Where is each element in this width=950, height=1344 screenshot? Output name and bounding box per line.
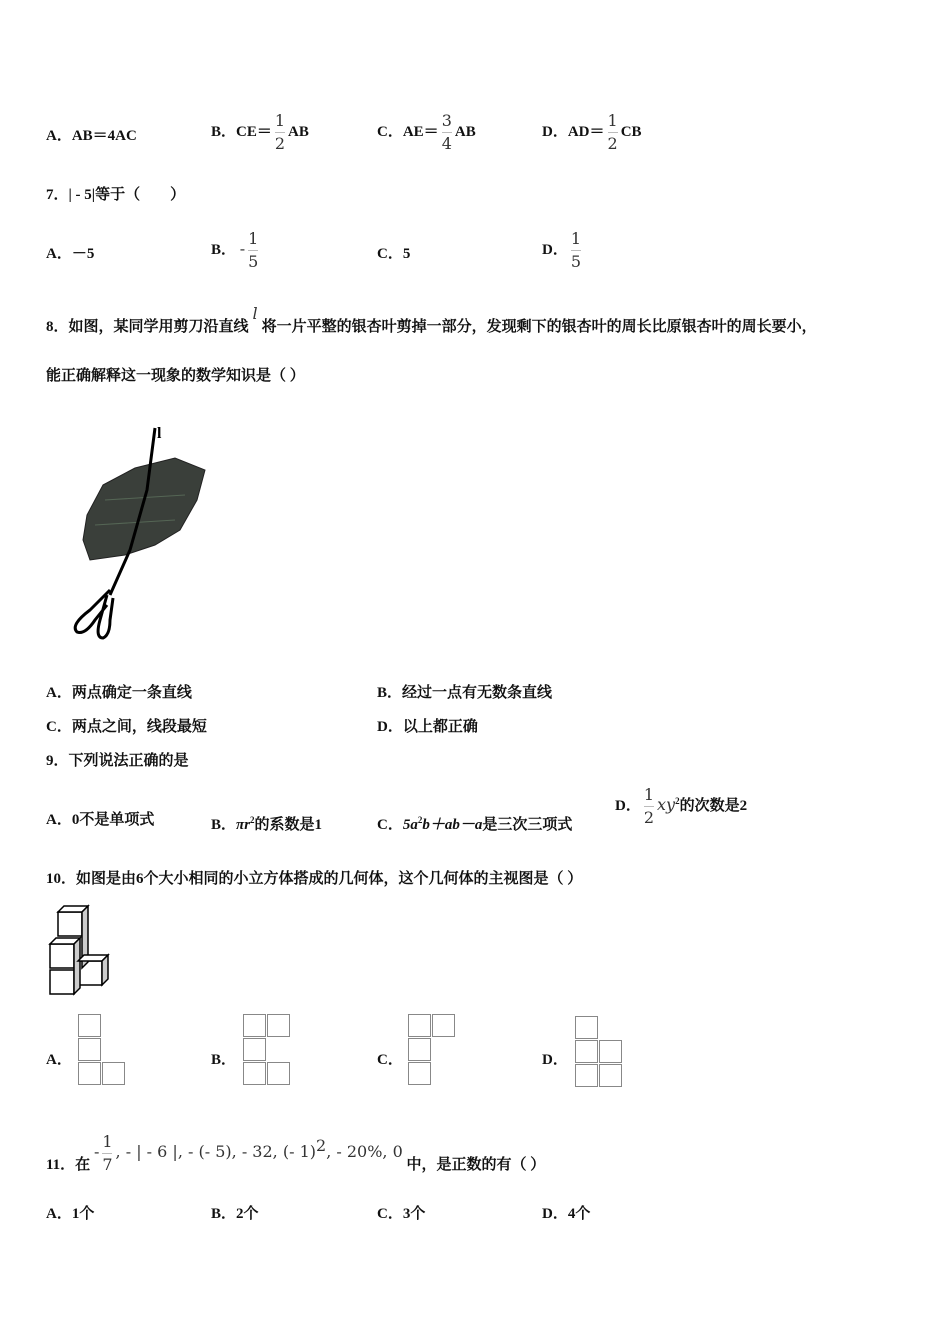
exponent: 2 bbox=[417, 815, 423, 825]
option-text: 2个 bbox=[236, 1206, 259, 1222]
denominator: 2 bbox=[274, 134, 286, 153]
fraction bbox=[608, 112, 618, 153]
option-label: B． bbox=[211, 1206, 237, 1222]
minus-sign: - bbox=[93, 1141, 100, 1161]
line-label: l bbox=[157, 425, 162, 442]
option-label: C． bbox=[46, 719, 72, 735]
option-text: AB bbox=[288, 123, 309, 140]
grid-cell bbox=[432, 1014, 455, 1037]
q7-option-c[interactable] bbox=[377, 244, 410, 264]
option-label: B． bbox=[211, 241, 237, 258]
math-expression: b＋ab－a bbox=[422, 817, 483, 833]
grid-cell bbox=[243, 1014, 266, 1037]
fraction bbox=[275, 112, 285, 153]
option-label: A． bbox=[46, 1206, 72, 1222]
q8-option-c[interactable] bbox=[46, 717, 207, 737]
math-expression: πr bbox=[236, 817, 251, 833]
option-text: AB＝4AC bbox=[71, 128, 137, 144]
q8-stem-line1 bbox=[46, 304, 817, 337]
option-text: CB bbox=[620, 123, 642, 140]
q7-option-b[interactable] bbox=[211, 230, 261, 271]
option-label: A． bbox=[46, 812, 72, 828]
denominator: 4 bbox=[441, 134, 452, 153]
numerator: 1 bbox=[248, 229, 259, 248]
q11-option-a[interactable] bbox=[46, 1204, 94, 1224]
q10-stem: 10．如图是由6个大小相同的小立方体搭成的几何体，这个几何体的主视图是（ ） bbox=[46, 871, 583, 887]
grid-cell bbox=[78, 1062, 101, 1085]
ginkgo-leaf-shape bbox=[83, 458, 205, 560]
stem-text: 11．在 bbox=[46, 1156, 91, 1173]
q9-option-a[interactable] bbox=[46, 810, 154, 830]
q7-stem: 7．| - 5|等于（ ） bbox=[46, 187, 186, 203]
option-label: B． bbox=[211, 123, 237, 140]
option-text: AE＝ bbox=[402, 123, 439, 140]
numerator: 1 bbox=[274, 111, 286, 130]
grid-cell bbox=[243, 1038, 266, 1061]
fraction-bar bbox=[275, 132, 285, 133]
grid-cell bbox=[575, 1016, 598, 1039]
numerator: 1 bbox=[643, 785, 655, 804]
exponent: 2 bbox=[316, 1135, 327, 1155]
numerator: 1 bbox=[570, 229, 582, 248]
grid-cell bbox=[267, 1014, 290, 1037]
option-label: D． bbox=[377, 719, 403, 735]
q6-option-b[interactable] bbox=[211, 112, 309, 153]
q7-option-d[interactable] bbox=[542, 230, 584, 271]
option-text: AB bbox=[454, 123, 476, 140]
option-text: －5 bbox=[71, 246, 95, 262]
fraction bbox=[571, 230, 581, 271]
grid-cell bbox=[408, 1014, 431, 1037]
stem-text: 8．如图，某同学用剪刀沿直线 bbox=[46, 319, 249, 335]
fraction-bar bbox=[571, 250, 581, 251]
option-text: 的次数是2 bbox=[679, 797, 748, 814]
denominator: 5 bbox=[248, 252, 259, 271]
option-text: 两点之间，线段最短 bbox=[71, 719, 207, 735]
q9-option-b[interactable] bbox=[211, 810, 322, 835]
exponent: 2 bbox=[675, 795, 680, 806]
q9-option-d[interactable] bbox=[615, 786, 747, 827]
option-text: 两点确定一条直线 bbox=[71, 685, 192, 701]
q8-option-d[interactable] bbox=[377, 717, 478, 737]
grid-cell bbox=[243, 1062, 266, 1085]
fraction bbox=[248, 230, 258, 271]
scissors-icon bbox=[75, 590, 113, 638]
stem-text: 中，是正数的有（ ） bbox=[406, 1156, 546, 1173]
exponent: 2 bbox=[250, 815, 255, 825]
option-label: A． bbox=[46, 128, 72, 144]
option-label: D． bbox=[542, 123, 568, 140]
option-label: A． bbox=[46, 246, 72, 262]
option-text: 1个 bbox=[71, 1206, 95, 1222]
q8-option-a[interactable] bbox=[46, 683, 192, 703]
option-label: B． bbox=[377, 685, 403, 701]
option-text: 4个 bbox=[567, 1206, 591, 1222]
option-label: D． bbox=[542, 1206, 568, 1222]
q6-option-c[interactable] bbox=[377, 112, 476, 153]
fraction bbox=[102, 1133, 112, 1174]
numerator: 3 bbox=[441, 111, 452, 130]
option-text: CE＝ bbox=[236, 123, 272, 140]
q6-option-d[interactable] bbox=[542, 112, 642, 153]
q6-option-a[interactable] bbox=[46, 126, 137, 146]
q10-option-d-label[interactable]: D． bbox=[542, 1052, 568, 1068]
q10-option-b-label[interactable]: B． bbox=[211, 1052, 237, 1068]
grid-cell bbox=[267, 1062, 290, 1085]
grid-cell bbox=[78, 1038, 101, 1061]
grid-cell bbox=[408, 1062, 431, 1085]
option-label: C． bbox=[377, 246, 403, 262]
q11-option-c[interactable] bbox=[377, 1204, 425, 1224]
q7-option-a[interactable] bbox=[46, 244, 94, 264]
q11-option-d[interactable] bbox=[542, 1204, 590, 1224]
cube-stack-figure bbox=[48, 904, 114, 996]
fraction-bar bbox=[644, 806, 654, 807]
number-list: , - 20%, 0 bbox=[326, 1141, 403, 1161]
q9-option-c[interactable] bbox=[377, 810, 572, 835]
fraction-bar bbox=[102, 1153, 112, 1154]
option-text: 是三次三项式 bbox=[482, 817, 573, 833]
option-text: 的系数是1 bbox=[254, 817, 323, 833]
denominator: 5 bbox=[570, 252, 582, 271]
minus-sign: - bbox=[239, 238, 246, 258]
option-label: D． bbox=[615, 797, 641, 814]
option-label: A． bbox=[46, 685, 72, 701]
numerator: 1 bbox=[607, 111, 618, 130]
fraction-bar bbox=[248, 250, 258, 251]
grid-cell bbox=[78, 1014, 101, 1037]
grid-cell bbox=[575, 1040, 598, 1063]
line-symbol: l bbox=[252, 304, 258, 323]
denominator: 2 bbox=[643, 808, 655, 827]
option-text: 3个 bbox=[402, 1206, 426, 1222]
math-expression: 5a bbox=[402, 817, 418, 833]
option-text: 经过一点有无数条直线 bbox=[402, 685, 553, 701]
q10-option-c-label[interactable]: C． bbox=[377, 1052, 403, 1068]
fraction bbox=[644, 786, 654, 827]
q10-option-a-label[interactable]: A． bbox=[46, 1052, 72, 1068]
q11-option-b[interactable] bbox=[211, 1204, 259, 1224]
q11-stem bbox=[46, 1132, 546, 1186]
grid-cell bbox=[102, 1062, 125, 1085]
grid-cell bbox=[575, 1064, 598, 1087]
ginkgo-scissors-figure bbox=[65, 420, 215, 645]
q8-option-b[interactable] bbox=[377, 683, 552, 703]
stem-text: 将一片平整的银杏叶剪掉一部分，发现剩下的银杏叶的周长比原银杏叶的周长要小， bbox=[261, 319, 817, 335]
fraction bbox=[442, 112, 452, 153]
grid-cell bbox=[599, 1064, 622, 1087]
option-label: C． bbox=[377, 817, 403, 833]
option-label: B． bbox=[211, 817, 237, 833]
option-label: C． bbox=[377, 1206, 403, 1222]
option-text: AD＝ bbox=[567, 123, 605, 140]
fraction-bar bbox=[442, 132, 452, 133]
denominator: 7 bbox=[102, 1155, 113, 1174]
option-text: 5 bbox=[402, 246, 411, 262]
option-label: C． bbox=[377, 123, 403, 140]
option-text: 以上都正确 bbox=[402, 719, 478, 735]
option-text: 0不是单项式 bbox=[71, 812, 155, 828]
q9-stem: 9．下列说法正确的是 bbox=[46, 753, 189, 769]
denominator: 2 bbox=[607, 134, 618, 153]
option-label: D． bbox=[542, 241, 568, 258]
fraction-bar bbox=[608, 132, 618, 133]
q8-stem-line2: 能正确解释这一现象的数学知识是（ ） bbox=[46, 368, 305, 384]
grid-cell bbox=[599, 1040, 622, 1063]
number-list: , - | - 6 |, - (- 5), - 32, (- 1) bbox=[115, 1141, 316, 1161]
numerator: 1 bbox=[102, 1132, 113, 1151]
math-expression: xy bbox=[657, 794, 676, 814]
grid-cell bbox=[408, 1038, 431, 1061]
